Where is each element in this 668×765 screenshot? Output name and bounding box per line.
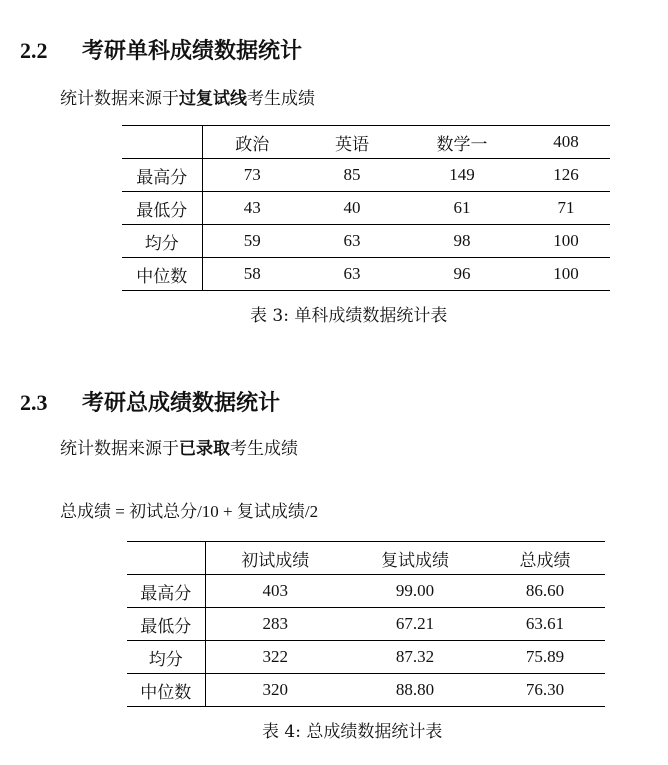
table-cell: 71 [522, 192, 610, 225]
row-label: 最低分 [127, 608, 205, 641]
row-label: 最高分 [127, 575, 205, 608]
table-cell: 126 [522, 159, 610, 192]
section-heading-2-2 [20, 34, 302, 65]
table-row [127, 608, 605, 641]
row-label: 最高分 [122, 159, 202, 192]
table-header-row [122, 126, 610, 159]
section-number: 2.3 [20, 390, 48, 415]
table-cell: 76.30 [485, 674, 605, 707]
table-cell: 63.61 [485, 608, 605, 641]
table-row [127, 641, 605, 674]
header-cell: 总成绩 [485, 542, 605, 575]
row-label: 最低分 [122, 192, 202, 225]
total-score-formula: 总成绩 = 初试总分/10 + 复试成绩/2 [60, 502, 319, 521]
data-source-paragraph [60, 434, 298, 459]
intro-bold: 过复试线 [179, 89, 247, 109]
table-caption: 表 3: 单科成绩数据统计表 [250, 306, 448, 326]
table-cell: 96 [402, 258, 522, 291]
table-cell: 40 [302, 192, 402, 225]
table-cell: 43 [202, 192, 302, 225]
table-header-row [127, 542, 605, 575]
intro-prefix: 统计数据来源于 [60, 89, 179, 109]
intro-bold: 已录取 [179, 439, 230, 459]
table-row [122, 225, 610, 258]
header-cell: 英语 [302, 126, 402, 159]
intro-suffix: 考生成绩 [247, 89, 315, 109]
table-cell: 98 [402, 225, 522, 258]
section-number: 2.2 [20, 38, 48, 63]
section-title: 考研总成绩数据统计 [82, 390, 281, 416]
header-cell: 复试成绩 [345, 542, 485, 575]
table-cell: 86.60 [485, 575, 605, 608]
table-cell: 88.80 [345, 674, 485, 707]
row-label: 中位数 [127, 674, 205, 707]
table-cell: 149 [402, 159, 522, 192]
table-cell: 67.21 [345, 608, 485, 641]
table-row [127, 674, 605, 707]
row-label: 中位数 [122, 258, 202, 291]
table-cell: 320 [205, 674, 345, 707]
row-label: 均分 [127, 641, 205, 674]
table-cell: 100 [522, 225, 610, 258]
table-cell: 85 [302, 159, 402, 192]
header-cell: 数学一 [402, 126, 522, 159]
table-cell: 63 [302, 258, 402, 291]
row-label: 均分 [122, 225, 202, 258]
total-score-table [127, 541, 605, 707]
header-cell: 初试成绩 [205, 542, 345, 575]
table-cell: 58 [202, 258, 302, 291]
table-row [122, 258, 610, 291]
table-cell: 322 [205, 641, 345, 674]
table-caption: 表 4: 总成绩数据统计表 [262, 722, 443, 742]
single-subject-score-table [122, 125, 610, 291]
section-heading-2-3 [20, 386, 280, 417]
section-title: 考研单科成绩数据统计 [82, 38, 303, 64]
table-cell: 87.32 [345, 641, 485, 674]
header-cell: 408 [522, 126, 610, 159]
header-cell [127, 542, 205, 575]
table-cell: 99.00 [345, 575, 485, 608]
table-cell: 100 [522, 258, 610, 291]
table-row [122, 192, 610, 225]
table-cell: 63 [302, 225, 402, 258]
table-cell: 61 [402, 192, 522, 225]
table-cell: 59 [202, 225, 302, 258]
intro-suffix: 考生成绩 [230, 439, 298, 459]
data-source-paragraph [60, 84, 315, 109]
table-cell: 75.89 [485, 641, 605, 674]
table-cell: 73 [202, 159, 302, 192]
header-cell: 政治 [202, 126, 302, 159]
table-row [122, 159, 610, 192]
header-cell [122, 126, 202, 159]
table-row [127, 575, 605, 608]
intro-prefix: 统计数据来源于 [60, 439, 179, 459]
table-cell: 283 [205, 608, 345, 641]
table-cell: 403 [205, 575, 345, 608]
